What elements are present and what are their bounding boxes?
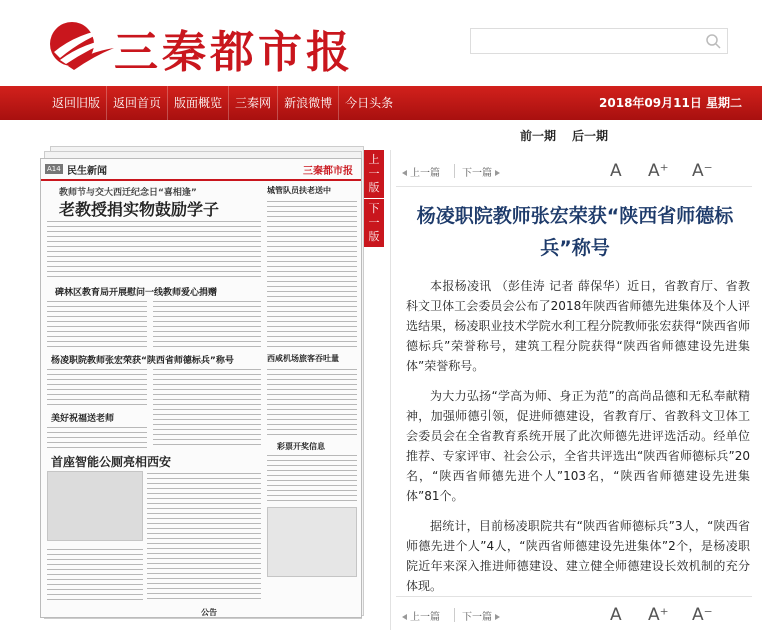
font-normal-button[interactable]: A: [610, 605, 622, 625]
paper-headline-3[interactable]: 碑林区教育局开展慰问一线教师爱心捐赠: [55, 288, 218, 298]
prev-page-tab[interactable]: 上一版: [364, 150, 384, 198]
font-smaller-button[interactable]: A⁻: [692, 161, 713, 181]
next-article-label: 下一篇: [462, 168, 492, 179]
article-toolbar-bottom: [398, 604, 750, 628]
paper-section-title: 民生新闻: [67, 166, 107, 177]
paper-text-block: [153, 299, 261, 349]
nav-item-weibo[interactable]: 新浪微博: [278, 86, 339, 120]
panel-divider: [390, 150, 391, 630]
next-issue-link[interactable]: 后一期: [572, 129, 609, 143]
paper-text-block: [267, 199, 357, 349]
search-input[interactable]: [470, 28, 728, 54]
paper-text-block: [267, 367, 357, 437]
toolbar-separator: [454, 164, 455, 178]
newspaper-page[interactable]: [40, 158, 362, 618]
paper-page-number: A14: [47, 165, 61, 173]
paper-photo: [47, 471, 143, 541]
next-article-label: 下一篇: [462, 612, 492, 623]
next-article-button[interactable]: [462, 164, 500, 179]
paper-text-block: [147, 471, 261, 601]
page-tabs: [364, 150, 384, 248]
arrow-left-icon: [402, 614, 407, 620]
search-icon[interactable]: [705, 33, 721, 49]
article-paragraph: 为大力弘扬“学高为师、身正为范”的高尚品德和无私奉献精神，加强师德引领，促进师德建设，省教育厅、省教科文卫体工会委员会在全省教育系统开展了此次师德先进评选活动。经单位推荐、专家评审、社会公示，全省共评选出“陕西省师德标兵”20名，“陕西省师德先进个人”103名，“陕西省师德建设先进集体”81个。: [406, 389, 750, 503]
nav-menu: [46, 86, 399, 120]
paper-masthead: [41, 159, 361, 181]
paper-headline-2[interactable]: 老教授捐实物鼓励学子: [59, 200, 220, 219]
paper-headline-8[interactable]: 西咸机场旅客吞吐量: [267, 354, 339, 363]
next-page-tab[interactable]: 下一版: [364, 199, 384, 247]
logo-text: 三秦都市报: [114, 27, 354, 78]
article-paragraph: 本报杨凌讯 （彭佳涛 记者 薛保华）近日，省教育厅、省教科文卫体工会委员会公布了2018年陕西省师德先进集体及个人评选结果，杨凌职业技术学院水利工程分院教师张宏获得“陕西省师德标兵”荣誉称号，建筑工程分院获得“陕西省师德建设先进集体”荣誉称号。: [406, 279, 750, 373]
issue-navigation: [520, 127, 608, 144]
arrow-right-icon: [495, 614, 500, 620]
header: [0, 0, 762, 86]
paper-headline-9[interactable]: 彩票开奖信息: [277, 442, 325, 451]
paper-text-block: [47, 299, 147, 349]
article-paragraph: 据统计，目前杨凌职院共有“陕西省师德标兵”3人，“陕西省师德先进个人”4人，“陕西省师德建设先进集体”2个，是杨凌职院近年来深入推进师德建设、建立健全师德建设长效机制的充分体现。: [406, 519, 750, 593]
prev-issue-link[interactable]: 前一期: [520, 129, 557, 143]
newspaper-page-stack: [30, 146, 366, 621]
site-logo[interactable]: [44, 12, 384, 78]
nav-item-home[interactable]: 返回首页: [107, 86, 168, 120]
article-body: [406, 276, 750, 606]
arrow-left-icon: [402, 170, 407, 176]
paper-text-block: [267, 453, 357, 503]
prev-article-label: 上一篇: [410, 612, 440, 623]
paper-headline-4[interactable]: 杨凌职院教师张宏荣获“陕西省师德标兵”称号: [51, 356, 234, 366]
paper-text-block: [47, 219, 261, 279]
prev-article-button[interactable]: [402, 164, 440, 179]
paper-text-block: [47, 367, 147, 407]
paper-headline-1[interactable]: 教师节与交大西迁纪念日“喜相逢”: [59, 188, 197, 198]
paper-text-block: [47, 547, 143, 603]
paper-headline-10[interactable]: 公告: [201, 608, 217, 617]
font-bigger-button[interactable]: A⁺: [648, 161, 669, 181]
prev-article-button[interactable]: [402, 608, 440, 623]
nav-item-sanqin-net[interactable]: 三秦网: [229, 86, 278, 120]
paper-headline-6[interactable]: 首座智能公厕亮相西安: [51, 455, 172, 469]
arrow-right-icon: [495, 170, 500, 176]
paper-text-block: [47, 425, 147, 449]
paper-text-block: [153, 367, 261, 447]
font-smaller-button[interactable]: A⁻: [692, 605, 713, 625]
article-toolbar-top: [398, 160, 750, 184]
prev-article-label: 上一篇: [410, 168, 440, 179]
paper-table: [267, 507, 357, 577]
issue-date: 2018年09月11日 星期二: [599, 96, 742, 110]
nav-bar: [0, 86, 762, 120]
nav-item-toutiao[interactable]: 今日头条: [345, 96, 394, 110]
nav-item-old-version[interactable]: 返回旧版: [46, 86, 107, 120]
toolbar-separator: [454, 608, 455, 622]
nav-item-overview[interactable]: 版面概览: [168, 86, 229, 120]
paper-headline-5[interactable]: 美好祝福送老师: [51, 414, 115, 424]
logo-swoosh-icon: [44, 12, 116, 74]
next-article-button[interactable]: [462, 608, 500, 623]
font-bigger-button[interactable]: A⁺: [648, 605, 669, 625]
font-normal-button[interactable]: A: [610, 161, 622, 181]
toolbar-rule: [396, 596, 752, 597]
article-title: 杨凌职院教师张宏荣获“陕西省师德标兵”称号: [416, 205, 734, 259]
paper-logo: 三秦都市报: [303, 166, 353, 177]
paper-headline-7[interactable]: 城管队员扶老送中: [267, 186, 331, 195]
toolbar-rule: [396, 186, 752, 187]
